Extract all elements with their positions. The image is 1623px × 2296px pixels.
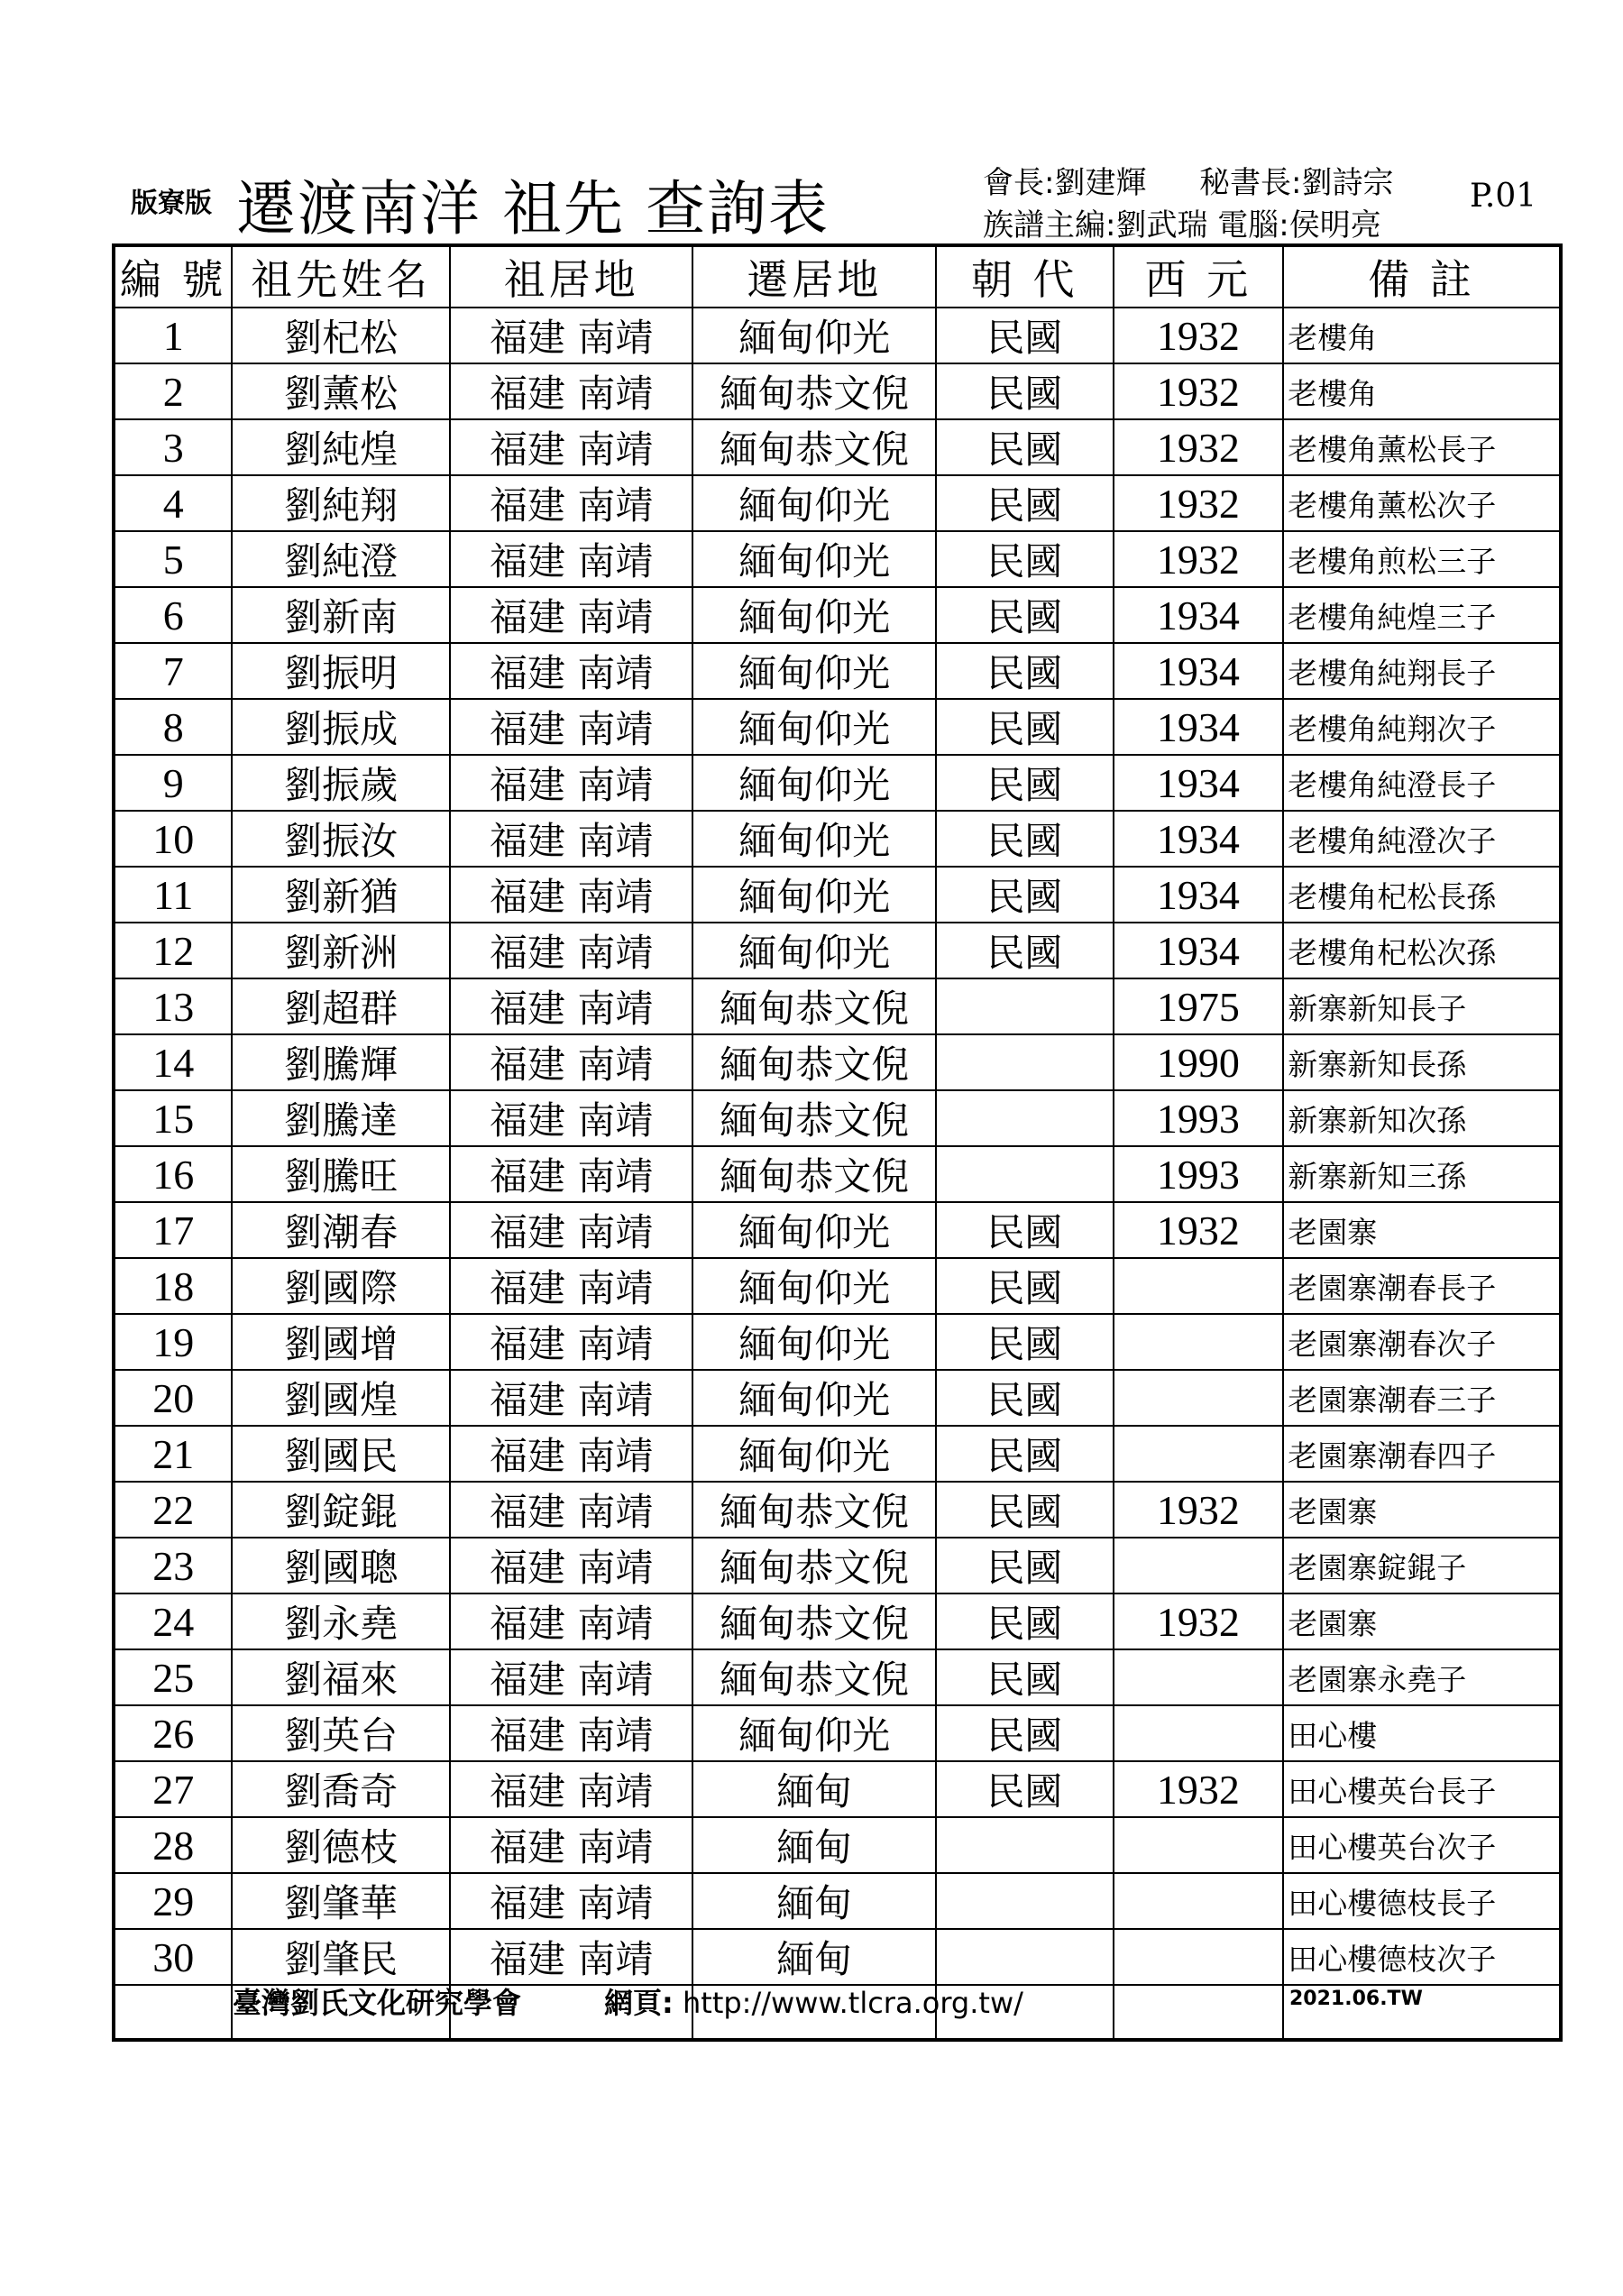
table-row [114,1593,1561,1649]
editor-label: 族譜主編:劉武瑞 電腦:侯明亮 [983,207,1381,243]
table-row [114,978,1561,1034]
cell-origin: 福建 南靖 [450,1929,693,1985]
cell-era: 民國 [936,699,1114,755]
cell-destination: 緬甸恭文倪 [692,1593,936,1649]
cell-number: 29 [114,1873,232,1929]
cell-era [936,1146,1114,1202]
cell-name: 劉騰旺 [232,1146,449,1202]
table-row [114,811,1561,867]
cell-remarks: 老樓角純翔次子 [1283,699,1561,755]
table-row [114,1146,1561,1202]
cell-name: 劉英台 [232,1705,449,1761]
cell-remarks: 老園寨 [1283,1593,1561,1649]
website-label: 網頁: [604,1986,674,2020]
cell-number: 10 [114,811,232,867]
cell-name: 劉騰輝 [232,1034,449,1090]
table-row [114,587,1561,643]
cell-era: 民國 [936,1258,1114,1314]
cell-era: 民國 [936,1761,1114,1817]
cell-number: 25 [114,1649,232,1705]
cell-remarks: 老園寨潮春四子 [1283,1426,1561,1482]
cell-remarks: 田心樓英台次子 [1283,1817,1561,1873]
cell-destination: 緬甸仰光 [692,867,936,923]
cell-era: 民國 [936,1426,1114,1482]
cell-origin: 福建 南靖 [450,587,693,643]
cell-name: 劉純翔 [232,475,449,531]
cell-origin: 福建 南靖 [450,363,693,419]
cell-era: 民國 [936,867,1114,923]
table-row [114,475,1561,531]
cell-number: 24 [114,1593,232,1649]
cell-era [936,1873,1114,1929]
cell-destination: 緬甸恭文倪 [692,363,936,419]
cell-era: 民國 [936,1202,1114,1258]
cell-origin: 福建 南靖 [450,1761,693,1817]
cell-origin: 福建 南靖 [450,755,693,811]
page-number: P.01 [1470,178,1537,215]
cell-year: 1932 [1114,1761,1284,1817]
table-body [114,308,1561,2040]
cell-number: 9 [114,755,232,811]
cell-number: 12 [114,923,232,978]
cell-destination: 緬甸仰光 [692,643,936,699]
cell-destination: 緬甸仰光 [692,1426,936,1482]
cell-year: 1975 [1114,978,1284,1034]
footer-website [604,1980,1023,2022]
cell-destination: 緬甸 [692,1873,936,1929]
cell-year [1114,1705,1284,1761]
cell-number: 4 [114,475,232,531]
cell-name: 劉新洲 [232,923,449,978]
cell-origin: 福建 南靖 [450,1538,693,1593]
table-row [114,643,1561,699]
cell-year [1114,1426,1284,1482]
cell-era: 民國 [936,308,1114,363]
cell-destination: 緬甸仰光 [692,1705,936,1761]
table-row [114,1929,1561,1985]
cell-remarks: 新寨新知三孫 [1283,1146,1561,1202]
cell-destination: 緬甸仰光 [692,1314,936,1370]
cell-remarks: 老樓角杞松長孫 [1283,867,1561,923]
cell-name: 劉德枝 [232,1817,449,1873]
cell-number: 8 [114,699,232,755]
cell-destination: 緬甸仰光 [692,699,936,755]
cell-origin: 福建 南靖 [450,1034,693,1090]
cell-year [1114,1817,1284,1873]
cell-remarks: 老樓角純煌三子 [1283,587,1561,643]
cell-name: 劉肇民 [232,1929,449,1985]
cell-era: 民國 [936,923,1114,978]
cell-name: 劉振汝 [232,811,449,867]
cell-year: 1932 [1114,475,1284,531]
cell-origin: 福建 南靖 [450,699,693,755]
column-header-destination: 遷居地 [692,245,936,308]
cell-origin: 福建 南靖 [450,475,693,531]
cell-era: 民國 [936,1370,1114,1426]
cell-origin: 福建 南靖 [450,923,693,978]
table-row [114,1761,1561,1817]
cell-era: 民國 [936,419,1114,475]
cell-destination: 緬甸 [692,1761,936,1817]
cell-remarks: 老樓角純翔長子 [1283,643,1561,699]
table-row [114,363,1561,419]
cell-year: 1993 [1114,1146,1284,1202]
cell-era: 民國 [936,643,1114,699]
cell-destination: 緬甸恭文倪 [692,978,936,1034]
cell-destination: 緬甸恭文倪 [692,419,936,475]
website-link[interactable]: http://www.tlcra.org.tw/ [682,1986,1023,2020]
table-header-row [114,245,1561,308]
table-row [114,419,1561,475]
cell-year: 1934 [1114,587,1284,643]
cell-destination: 緬甸仰光 [692,475,936,531]
cell-number: 19 [114,1314,232,1370]
footer-date: 2021.06.TW [1289,1988,1423,2010]
cell-origin: 福建 南靖 [450,1593,693,1649]
cell-era [936,1090,1114,1146]
column-header-year: 西 元 [1114,245,1284,308]
table-row [114,308,1561,363]
cell-remarks: 老樓角純澄長子 [1283,755,1561,811]
cell-origin: 福建 南靖 [450,1873,693,1929]
cell-remarks: 老園寨潮春三子 [1283,1370,1561,1426]
cell-year: 1932 [1114,308,1284,363]
table-row [114,1873,1561,1929]
cell-name: 劉新南 [232,587,449,643]
cell-number: 14 [114,1034,232,1090]
footer-organization: 臺灣劉氏文化研究學會 [233,1986,522,2020]
column-header-origin: 祖居地 [450,245,693,308]
cell-origin: 福建 南靖 [450,1090,693,1146]
cell-remarks: 老園寨錠錕子 [1283,1538,1561,1593]
cell-number: 5 [114,531,232,587]
column-header-name: 祖先姓名 [232,245,449,308]
cell-remarks: 新寨新知長孫 [1283,1034,1561,1090]
cell-name: 劉薰松 [232,363,449,419]
cell-destination: 緬甸仰光 [692,1258,936,1314]
cell-year [1114,1314,1284,1370]
cell-origin: 福建 南靖 [450,978,693,1034]
table-row [114,867,1561,923]
cell-origin: 福建 南靖 [450,1202,693,1258]
cell-destination: 緬甸仰光 [692,1202,936,1258]
cell-number: 20 [114,1370,232,1426]
cell-origin: 福建 南靖 [450,308,693,363]
cell-name: 劉國增 [232,1314,449,1370]
cell-year [1114,1370,1284,1426]
cell-year: 1932 [1114,1202,1284,1258]
cell-origin: 福建 南靖 [450,531,693,587]
cell-origin: 福建 南靖 [450,1258,693,1314]
cell-name: 劉國際 [232,1258,449,1314]
cell-name: 劉潮春 [232,1202,449,1258]
cell-era: 民國 [936,811,1114,867]
cell-name: 劉振歲 [232,755,449,811]
table-row [114,1090,1561,1146]
cell-destination: 緬甸仰光 [692,923,936,978]
cell-number: 18 [114,1258,232,1314]
cell-number: 1 [114,308,232,363]
cell-destination: 緬甸仰光 [692,811,936,867]
cell-origin: 福建 南靖 [450,1817,693,1873]
cell-year [1114,1873,1284,1929]
cell-year [1114,1538,1284,1593]
cell-origin: 福建 南靖 [450,643,693,699]
table-row [114,1370,1561,1426]
cell-destination: 緬甸恭文倪 [692,1090,936,1146]
cell-destination: 緬甸 [692,1817,936,1873]
cell-destination: 緬甸 [692,1929,936,1985]
president-label: 會長:劉建輝 [983,165,1147,201]
table-row [114,1034,1561,1090]
cell-remarks: 老園寨潮春次子 [1283,1314,1561,1370]
cell-remarks: 老樓角 [1283,308,1561,363]
cell-name: 劉振成 [232,699,449,755]
cell-name: 劉純煌 [232,419,449,475]
cell-year: 1932 [1114,531,1284,587]
cell-number: 7 [114,643,232,699]
cell-era: 民國 [936,363,1114,419]
cell-name: 劉永堯 [232,1593,449,1649]
cell-year: 1932 [1114,363,1284,419]
cell-name: 劉騰達 [232,1090,449,1146]
cell-remarks: 老樓角薰松次子 [1283,475,1561,531]
cell-era: 民國 [936,755,1114,811]
secretary-label: 秘書長:劉詩宗 [1199,165,1394,201]
cell-number: 6 [114,587,232,643]
cell-name: 劉新猶 [232,867,449,923]
cell-name: 劉振明 [232,643,449,699]
empty-cell [114,1985,232,2040]
cell-number: 22 [114,1482,232,1538]
cell-origin: 福建 南靖 [450,1482,693,1538]
cell-remarks: 老樓角煎松三子 [1283,531,1561,587]
cell-era: 民國 [936,1593,1114,1649]
cell-number: 11 [114,867,232,923]
cell-number: 23 [114,1538,232,1593]
cell-year: 1934 [1114,699,1284,755]
cell-name: 劉肇華 [232,1873,449,1929]
cell-origin: 福建 南靖 [450,1146,693,1202]
cell-remarks: 老樓角薰松長子 [1283,419,1561,475]
cell-era: 民國 [936,475,1114,531]
cell-remarks: 老樓角 [1283,363,1561,419]
table-row [114,1705,1561,1761]
table-row [114,1258,1561,1314]
empty-cell [1114,1985,1284,2040]
table-row [114,755,1561,811]
cell-remarks: 新寨新知長子 [1283,978,1561,1034]
cell-name: 劉錠錕 [232,1482,449,1538]
cell-year: 1932 [1114,1482,1284,1538]
table-row [114,1314,1561,1370]
cell-era: 民國 [936,587,1114,643]
table-row [114,699,1561,755]
cell-number: 26 [114,1705,232,1761]
cell-origin: 福建 南靖 [450,1370,693,1426]
cell-remarks: 老樓角純澄次子 [1283,811,1561,867]
cell-year: 1934 [1114,923,1284,978]
cell-number: 27 [114,1761,232,1817]
cell-origin: 福建 南靖 [450,1426,693,1482]
cell-destination: 緬甸恭文倪 [692,1538,936,1593]
cell-origin: 福建 南靖 [450,419,693,475]
cell-remarks: 田心樓 [1283,1705,1561,1761]
cell-destination: 緬甸恭文倪 [692,1649,936,1705]
table-row [114,1649,1561,1705]
column-header-number: 編 號 [114,245,232,308]
table-row [114,1538,1561,1593]
cell-remarks: 田心樓德枝次子 [1283,1929,1561,1985]
cell-era: 民國 [936,531,1114,587]
cell-number: 17 [114,1202,232,1258]
cell-origin: 福建 南靖 [450,1314,693,1370]
cell-remarks: 老園寨 [1283,1482,1561,1538]
cell-remarks: 老園寨 [1283,1202,1561,1258]
cell-year: 1934 [1114,755,1284,811]
cell-number: 30 [114,1929,232,1985]
table-row [114,1817,1561,1873]
cell-origin: 福建 南靖 [450,811,693,867]
cell-era: 民國 [936,1314,1114,1370]
cell-year: 1993 [1114,1090,1284,1146]
cell-era: 民國 [936,1649,1114,1705]
cell-destination: 緬甸仰光 [692,531,936,587]
cell-number: 28 [114,1817,232,1873]
cell-number: 15 [114,1090,232,1146]
cell-name: 劉國民 [232,1426,449,1482]
cell-year [1114,1649,1284,1705]
cell-name: 劉國煌 [232,1370,449,1426]
cell-era [936,1034,1114,1090]
cell-name: 劉福來 [232,1649,449,1705]
cell-name: 劉純澄 [232,531,449,587]
cell-origin: 福建 南靖 [450,1649,693,1705]
cell-year: 1934 [1114,867,1284,923]
cell-remarks: 老園寨永堯子 [1283,1649,1561,1705]
document-title: 遷渡南洋 祖先 查詢表 [236,174,830,243]
cell-destination: 緬甸恭文倪 [692,1034,936,1090]
cell-remarks: 老園寨潮春長子 [1283,1258,1561,1314]
table-row [114,1482,1561,1538]
table-row [114,1202,1561,1258]
cell-era [936,1817,1114,1873]
cell-destination: 緬甸恭文倪 [692,1482,936,1538]
cell-era: 民國 [936,1482,1114,1538]
cell-era: 民國 [936,1705,1114,1761]
cell-number: 16 [114,1146,232,1202]
cell-destination: 緬甸仰光 [692,1370,936,1426]
cell-number: 2 [114,363,232,419]
cell-destination: 緬甸恭文倪 [692,1146,936,1202]
cell-remarks: 老樓角杞松次孫 [1283,923,1561,978]
cell-destination: 緬甸仰光 [692,308,936,363]
cell-year: 1932 [1114,1593,1284,1649]
ancestor-table [112,243,1563,2042]
cell-remarks: 田心樓英台長子 [1283,1761,1561,1817]
cell-year: 1934 [1114,811,1284,867]
table-row [114,531,1561,587]
cell-origin: 福建 南靖 [450,867,693,923]
cell-name: 劉喬奇 [232,1761,449,1817]
cell-year: 1934 [1114,643,1284,699]
cell-number: 3 [114,419,232,475]
edition-label: 版寮版 [131,188,212,219]
cell-remarks: 新寨新知次孫 [1283,1090,1561,1146]
cell-name: 劉超群 [232,978,449,1034]
cell-destination: 緬甸仰光 [692,587,936,643]
cell-name: 劉國聰 [232,1538,449,1593]
cell-year: 1932 [1114,419,1284,475]
table-row [114,1426,1561,1482]
cell-era [936,978,1114,1034]
cell-remarks: 田心樓德枝長子 [1283,1873,1561,1929]
column-header-era: 朝 代 [936,245,1114,308]
cell-number: 21 [114,1426,232,1482]
cell-year [1114,1929,1284,1985]
cell-destination: 緬甸仰光 [692,755,936,811]
cell-name: 劉杞松 [232,308,449,363]
cell-origin: 福建 南靖 [450,1705,693,1761]
cell-year: 1990 [1114,1034,1284,1090]
table-row [114,923,1561,978]
cell-number: 13 [114,978,232,1034]
cell-era: 民國 [936,1538,1114,1593]
cell-era [936,1929,1114,1985]
column-header-remarks: 備 註 [1283,245,1561,308]
cell-year [1114,1258,1284,1314]
